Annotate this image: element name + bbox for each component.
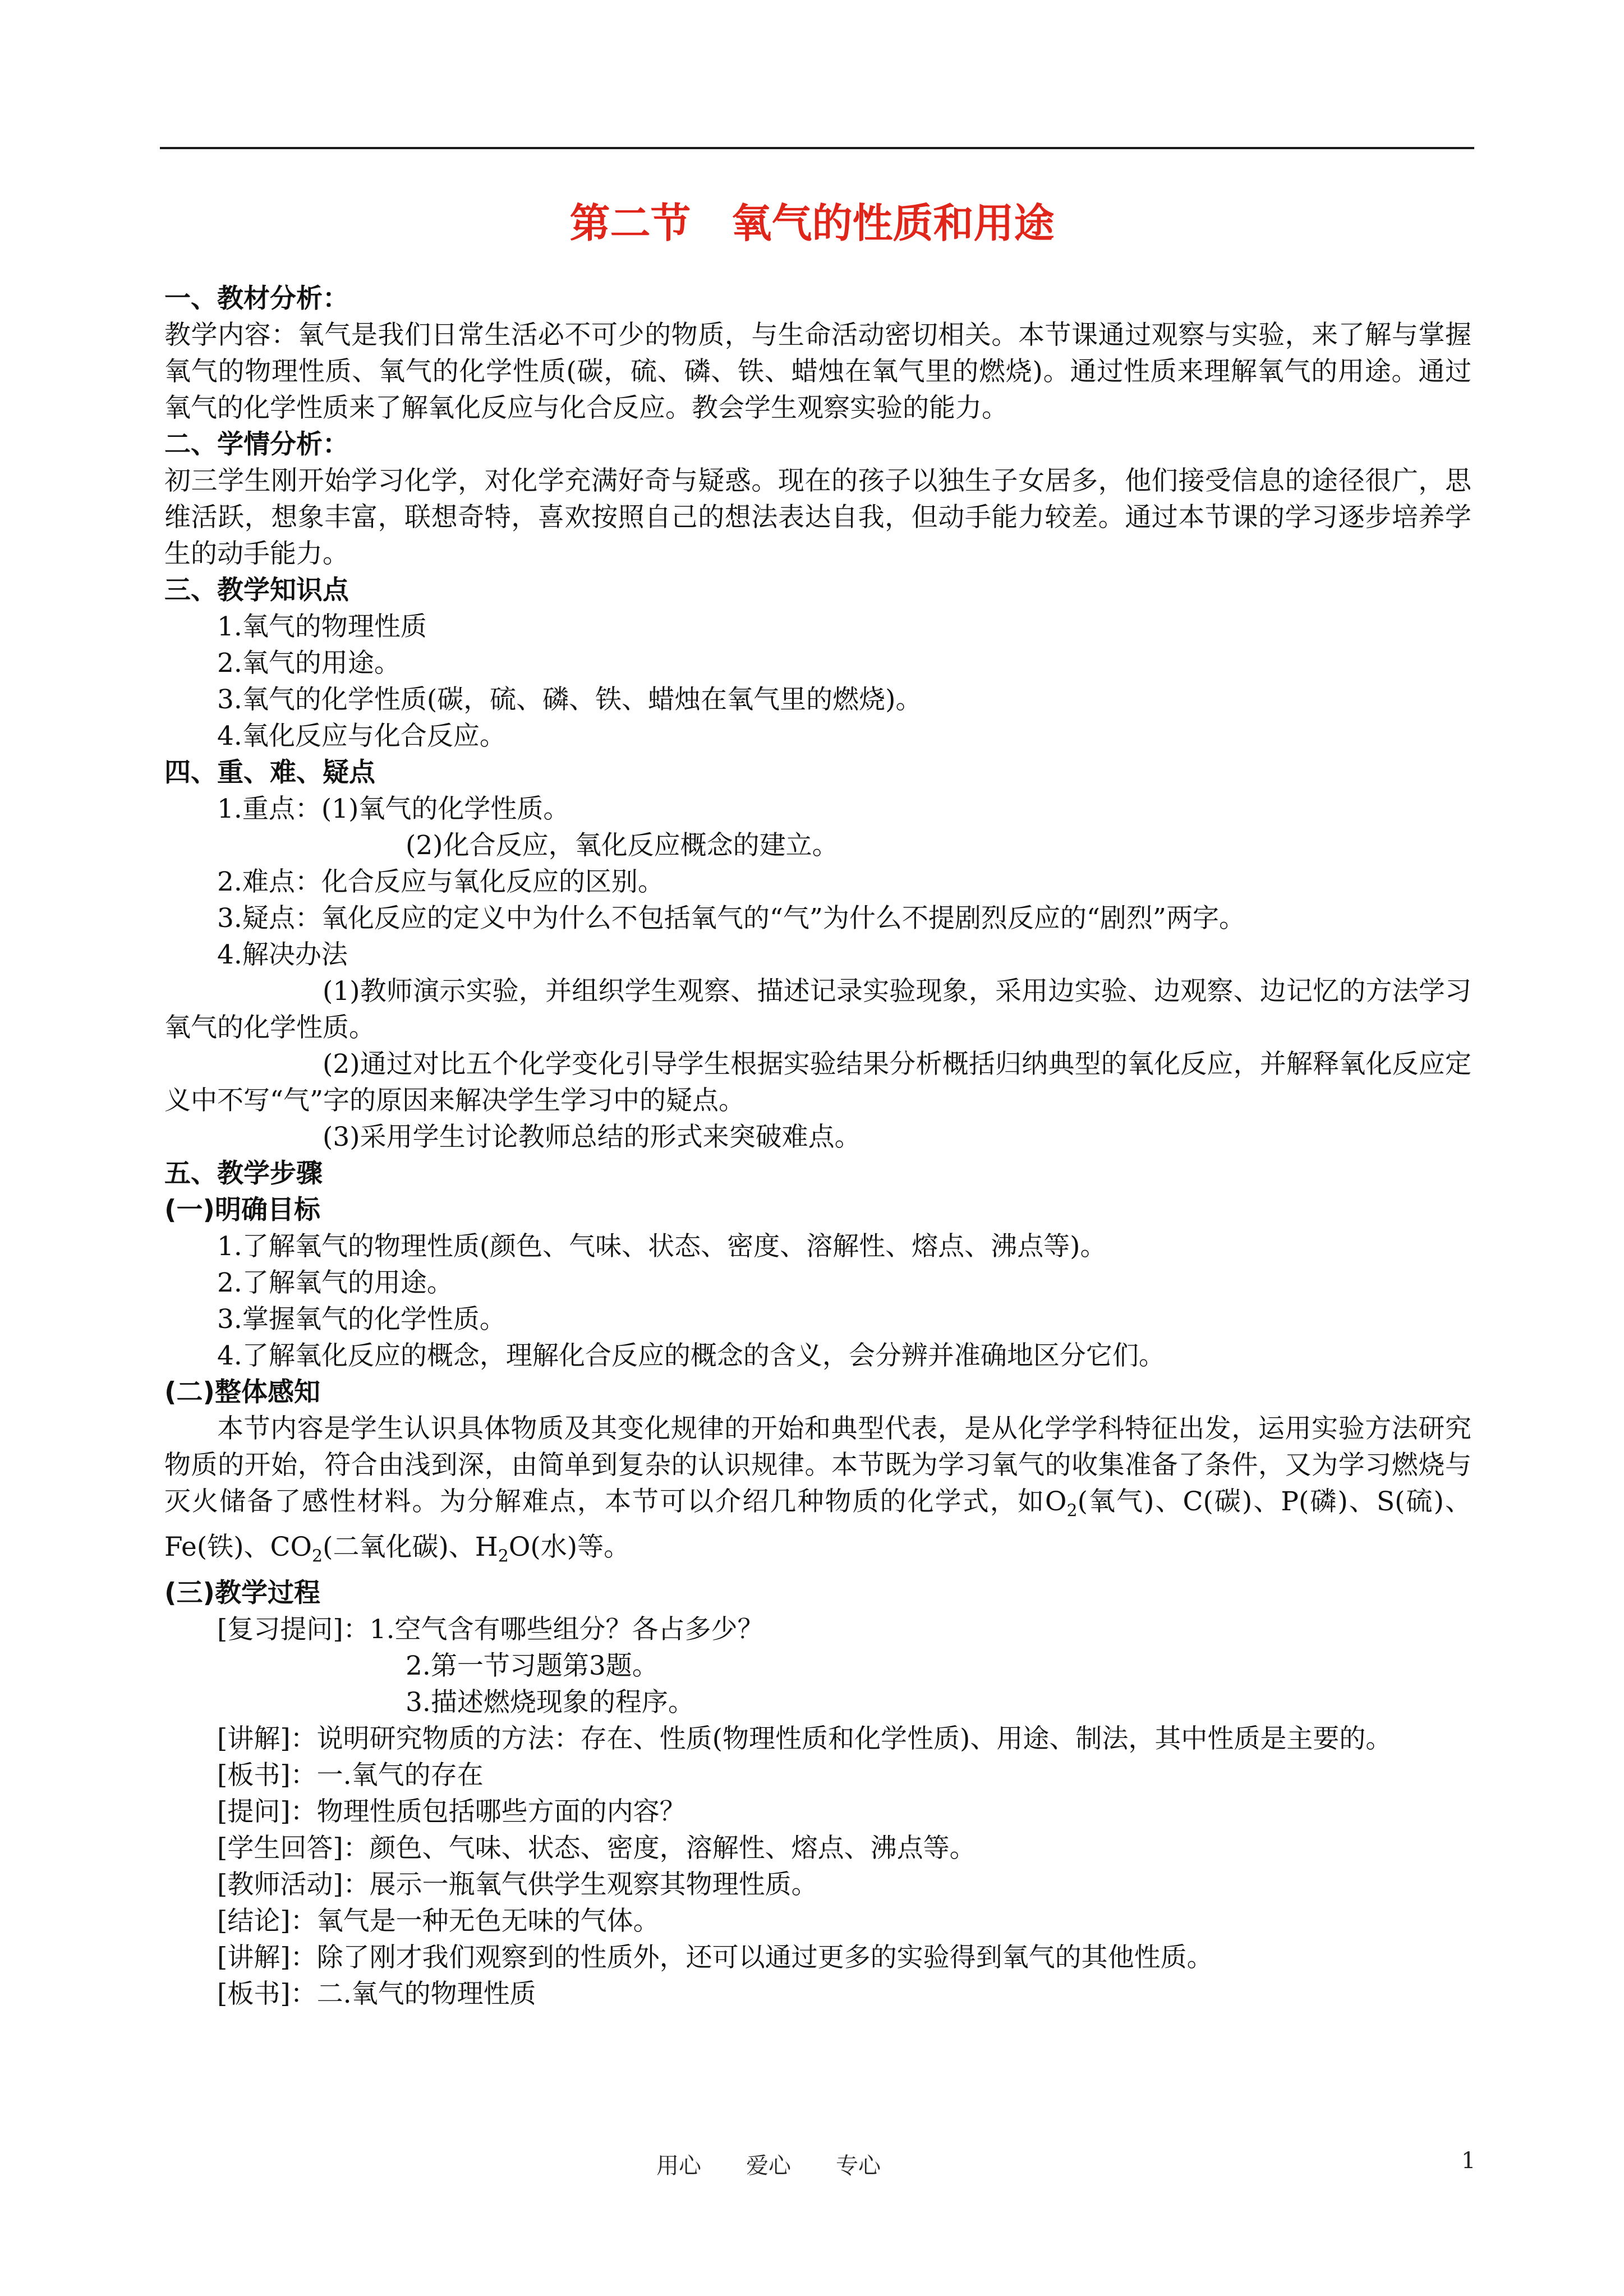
goal-item: 4.了解氧化反应的概念，理解化合反应的概念的含义，会分辨并准确地区分它们。 [217, 1340, 1165, 1371]
textbook-analysis-paragraph: 教学内容：氧气是我们日常生活必不可少的物质，与生命活动密切相关。本节课通过观察与实验，来了解与掌握氧气的物理性质、氧气的化学性质(碳，硫、磷、铁、蜡烛在氧气里的燃烧)。通过性质来理解氧气的用途。通过氧气的化学性质来了解氧化反应与化合反应。教会学生观察实验的能力。 [164, 320, 1471, 423]
section-heading-key-points: 四、重、难、疑点 [164, 757, 375, 788]
knowledge-point-item: 2.氧气的用途。 [217, 648, 401, 679]
overall-text: (氧气)、C(碳)、P(磷)、S(硫)、Fe(铁)、CO [164, 1486, 1472, 1563]
subheading-goals: (一)明确目标 [164, 1195, 320, 1225]
lecture-2: [讲解]：除了刚才我们观察到的性质外，还可以通过更多的实验得到氧气的其他性质。 [217, 1942, 1213, 1973]
goal-item: 1.了解氧气的物理性质(颜色、气味、状态、密度、溶解性、熔点、沸点等)。 [217, 1231, 1107, 1262]
teacher-question: [提问]：物理性质包括哪些方面的内容？ [217, 1796, 686, 1827]
key-point-1: 1.重点：(1)氧气的化学性质。 [217, 794, 570, 824]
review-question-3: 3.描述燃烧现象的程序。 [406, 1686, 694, 1718]
header-rule [160, 147, 1474, 149]
overall-text: O(水)等。 [508, 1532, 631, 1563]
knowledge-point-item: 3.氧气的化学性质(碳，硫、磷、铁、蜡烛在氧气里的燃烧)。 [217, 684, 922, 715]
student-answer: [学生回答]：颜色、气味、状态、密度，溶解性、熔点、沸点等。 [217, 1832, 976, 1864]
board-note-1: [板书]：一.氧气的存在 [217, 1759, 484, 1791]
page-number: 1 [1461, 2148, 1476, 2174]
section-heading-knowledge-points: 三、教学知识点 [164, 575, 349, 606]
overall-text: (二氧化碳)、H [323, 1532, 498, 1563]
subscript: 2 [498, 1546, 509, 1566]
solution-label: 4.解决办法 [217, 939, 348, 970]
lecture-1: [讲解]：说明研究物质的方法：存在、性质(物理性质和化学性质)、用途、制法，其中性质是主要的。 [217, 1723, 1392, 1754]
subscript: 2 [312, 1546, 323, 1566]
section-heading-textbook-analysis: 一、教材分析： [164, 283, 349, 314]
section-heading-student-analysis: 二、学情分析： [164, 429, 349, 460]
solution-item: (1)教师演示实验，并组织学生观察、描述记录实验现象，采用边实验、边观察、边记忆的方法学习氧气的化学性质。 [164, 976, 1471, 1043]
document-body [164, 280, 1471, 2012]
solution-item: (3)采用学生讨论教师总结的形式来突破难点。 [323, 1122, 861, 1152]
goal-item: 2.了解氧气的用途。 [217, 1267, 453, 1298]
difficult-point: 2.难点：化合反应与氧化反应的区别。 [217, 866, 664, 897]
overall-paragraph [164, 1410, 1471, 1575]
review-question-1: [复习提问]：1.空气含有哪些组分？各占多少？ [217, 1613, 764, 1645]
solution-item: (2)通过对比五个化学变化引导学生根据实验结果分析概括归纳典型的氧化反应，并解释氧化反应定义中不写“气”字的原因来解决学生学习中的疑点。 [164, 1049, 1471, 1116]
teacher-activity: [教师活动]：展示一瓶氧气供学生观察其物理性质。 [217, 1869, 818, 1900]
subscript: 2 [1066, 1501, 1078, 1521]
board-note-2: [板书]：二.氧气的物理性质 [217, 1978, 536, 2009]
section-heading-teaching-steps: 五、教学步骤 [164, 1158, 323, 1189]
subheading-process: (三)教学过程 [164, 1577, 320, 1608]
overall-text: 本节内容是学生认识具体物质及其变化规律的开始和典型代表，是从化学学科特征出发，运用实验方法研究物质的开始，符合由浅到深，由简单到复杂的认识规律。本节既为学习氧气的收集准备了条件，又为学习燃烧与灭火储备了感性材料。为分解难点，本节可以介绍几种物质的化学式，如O [164, 1413, 1471, 1517]
page-title: 第二节 氧气的性质和用途 [569, 200, 1055, 247]
subheading-overall: (二)整体感知 [164, 1377, 320, 1408]
knowledge-point-item: 4.氧化反应与化合反应。 [217, 721, 506, 751]
student-analysis-paragraph: 初三学生刚开始学习化学，对化学充满好奇与疑惑。现在的孩子以独生子女居多，他们接受信息的途径很广，思维活跃，想象丰富，联想奇特，喜欢按照自己的想法表达自我，但动手能力较差。通过本节课的学习逐步培养学生的动手能力。 [164, 465, 1471, 569]
goal-item: 3.掌握氧气的化学性质。 [217, 1304, 506, 1335]
review-question-2: 2.第一节习题第3题。 [406, 1650, 659, 1681]
doubt-point: 3.疑点：氧化反应的定义中为什么不包括氧气的“气”为什么不提剧烈反应的“剧烈”两字。 [217, 903, 1245, 934]
knowledge-point-item: 1.氧气的物理性质 [217, 611, 427, 642]
footer-motto: 用心 爱心 专心 [656, 2153, 881, 2179]
conclusion: [结论]：氧气是一种无色无味的气体。 [217, 1905, 660, 1937]
key-point-2: (2)化合反应，氧化反应概念的建立。 [406, 830, 839, 861]
